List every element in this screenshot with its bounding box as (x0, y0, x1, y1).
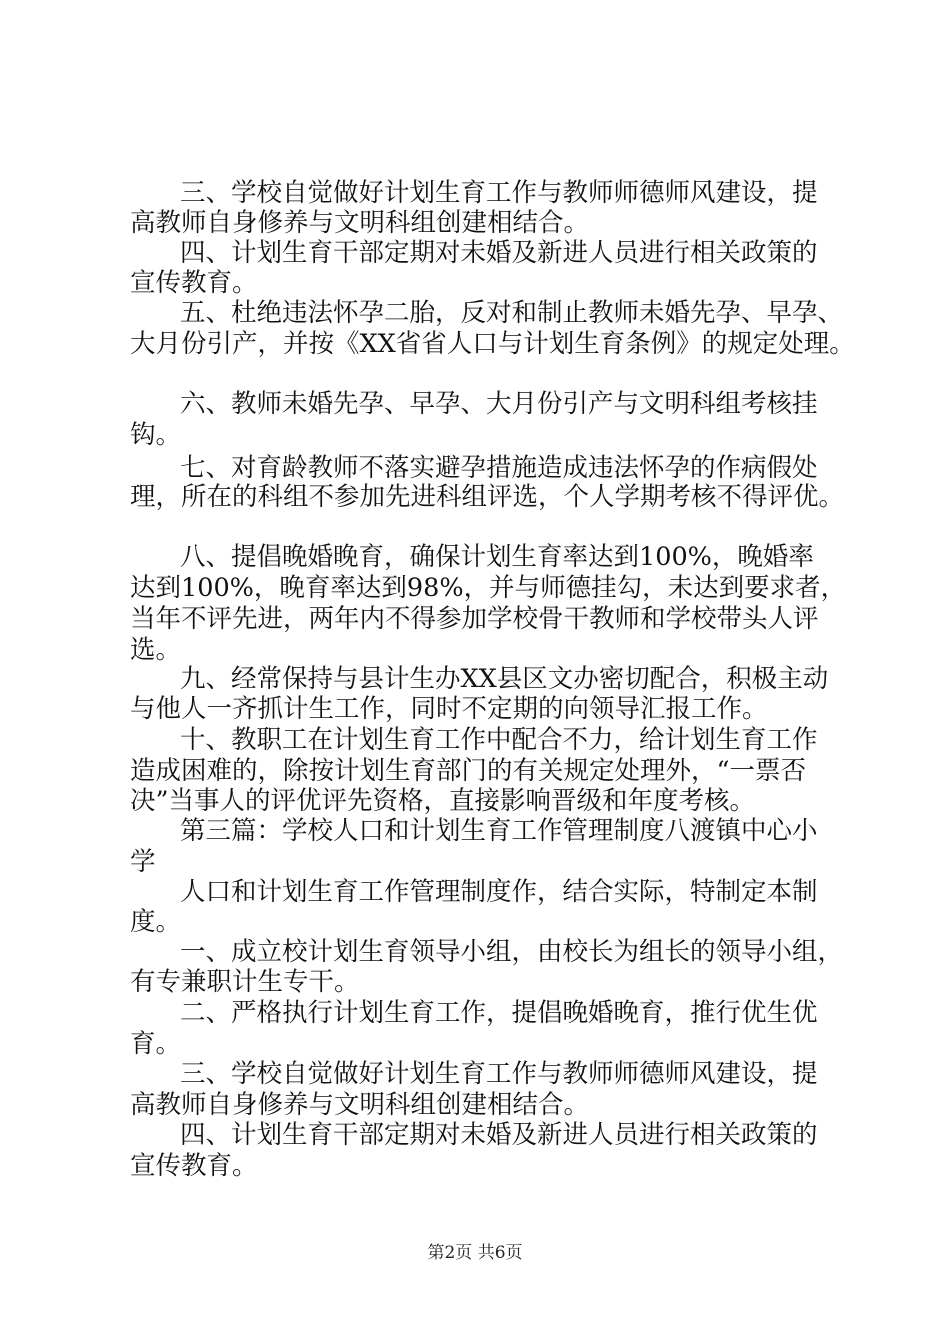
text-line: 有专兼职计生专干。 (130, 967, 360, 997)
text-line: 三、学校自觉做好计划生育工作与教师师德师风建设，提 (180, 1059, 818, 1089)
text-line: 当年不评先进，两年内不得参加学校骨干教师和学校带头人评 (130, 604, 819, 634)
text-line: 高教师自身修养与文明科组创建相结合。 (130, 1090, 590, 1120)
text-line: 六、教师未婚先孕、早孕、大月份引产与文明科组考核挂 (180, 389, 818, 419)
text-line: 四、计划生育干部定期对未婚及新进人员进行相关政策的 (180, 238, 818, 268)
text-line: 度。 (130, 907, 182, 937)
text-line: 决”当事人的评优评先资格，直接影响晋级和年度考核。 (130, 786, 756, 816)
text-line: 七、对育龄教师不落实避孕措施造成违法怀孕的作病假处 (180, 453, 818, 483)
text-line: 育。 (130, 1029, 182, 1059)
text-line: 宣传教育。 (130, 1151, 258, 1181)
text-line: 一、成立校计划生育领导小组，由校长为组长的领导小组， (180, 937, 844, 967)
text-line: 十、教职工在计划生育工作中配合不力，给计划生育工作 (180, 725, 818, 755)
text-line: 宣传教育。 (130, 268, 258, 298)
text-line: 选。 (130, 635, 182, 665)
text-line: 造成困难的，除按计划生育部门的有关规定处理外，“一票否 (130, 756, 807, 786)
text-line: 学 (130, 847, 156, 877)
text-line: 与他人一齐抓计生工作，同时不定期的向领导汇报工作。 (130, 694, 768, 724)
text-line: 五、杜绝违法怀孕二胎，反对和制止教师未婚先孕、早孕、 (180, 298, 844, 328)
text-line: 高教师自身修养与文明科组创建相结合。 (130, 208, 590, 238)
text-line: 钩。 (130, 420, 182, 450)
page-number-footer: 第2页 共6页 (427, 1243, 523, 1263)
text-line: 九、经常保持与县计生办XX县区文办密切配合，积极主动 (180, 664, 829, 694)
text-line: 大月份引产，并按《XX省省人口与计划生育条例》的规定处理。 (130, 329, 855, 359)
text-line: 八、提倡晚婚晚育，确保计划生育率达到100%，晚婚率 (180, 542, 814, 572)
text-line: 四、计划生育干部定期对未婚及新进人员进行相关政策的 (180, 1120, 818, 1150)
text-line: 达到100%，晚育率达到98%，并与师德挂勾，未达到要求者， (130, 573, 847, 603)
text-line: 人口和计划生育工作管理制度作，结合实际，特制定本制 (180, 877, 818, 907)
text-line: 三、学校自觉做好计划生育工作与教师师德师风建设，提 (180, 178, 818, 208)
text-line: 二、严格执行计划生育工作，提倡晚婚晚育，推行优生优 (180, 998, 818, 1028)
text-line: 第三篇：学校人口和计划生育工作管理制度八渡镇中心小 (180, 816, 818, 846)
text-line: 理，所在的科组不参加先进科组评选，个人学期考核不得评优。 (130, 482, 845, 512)
